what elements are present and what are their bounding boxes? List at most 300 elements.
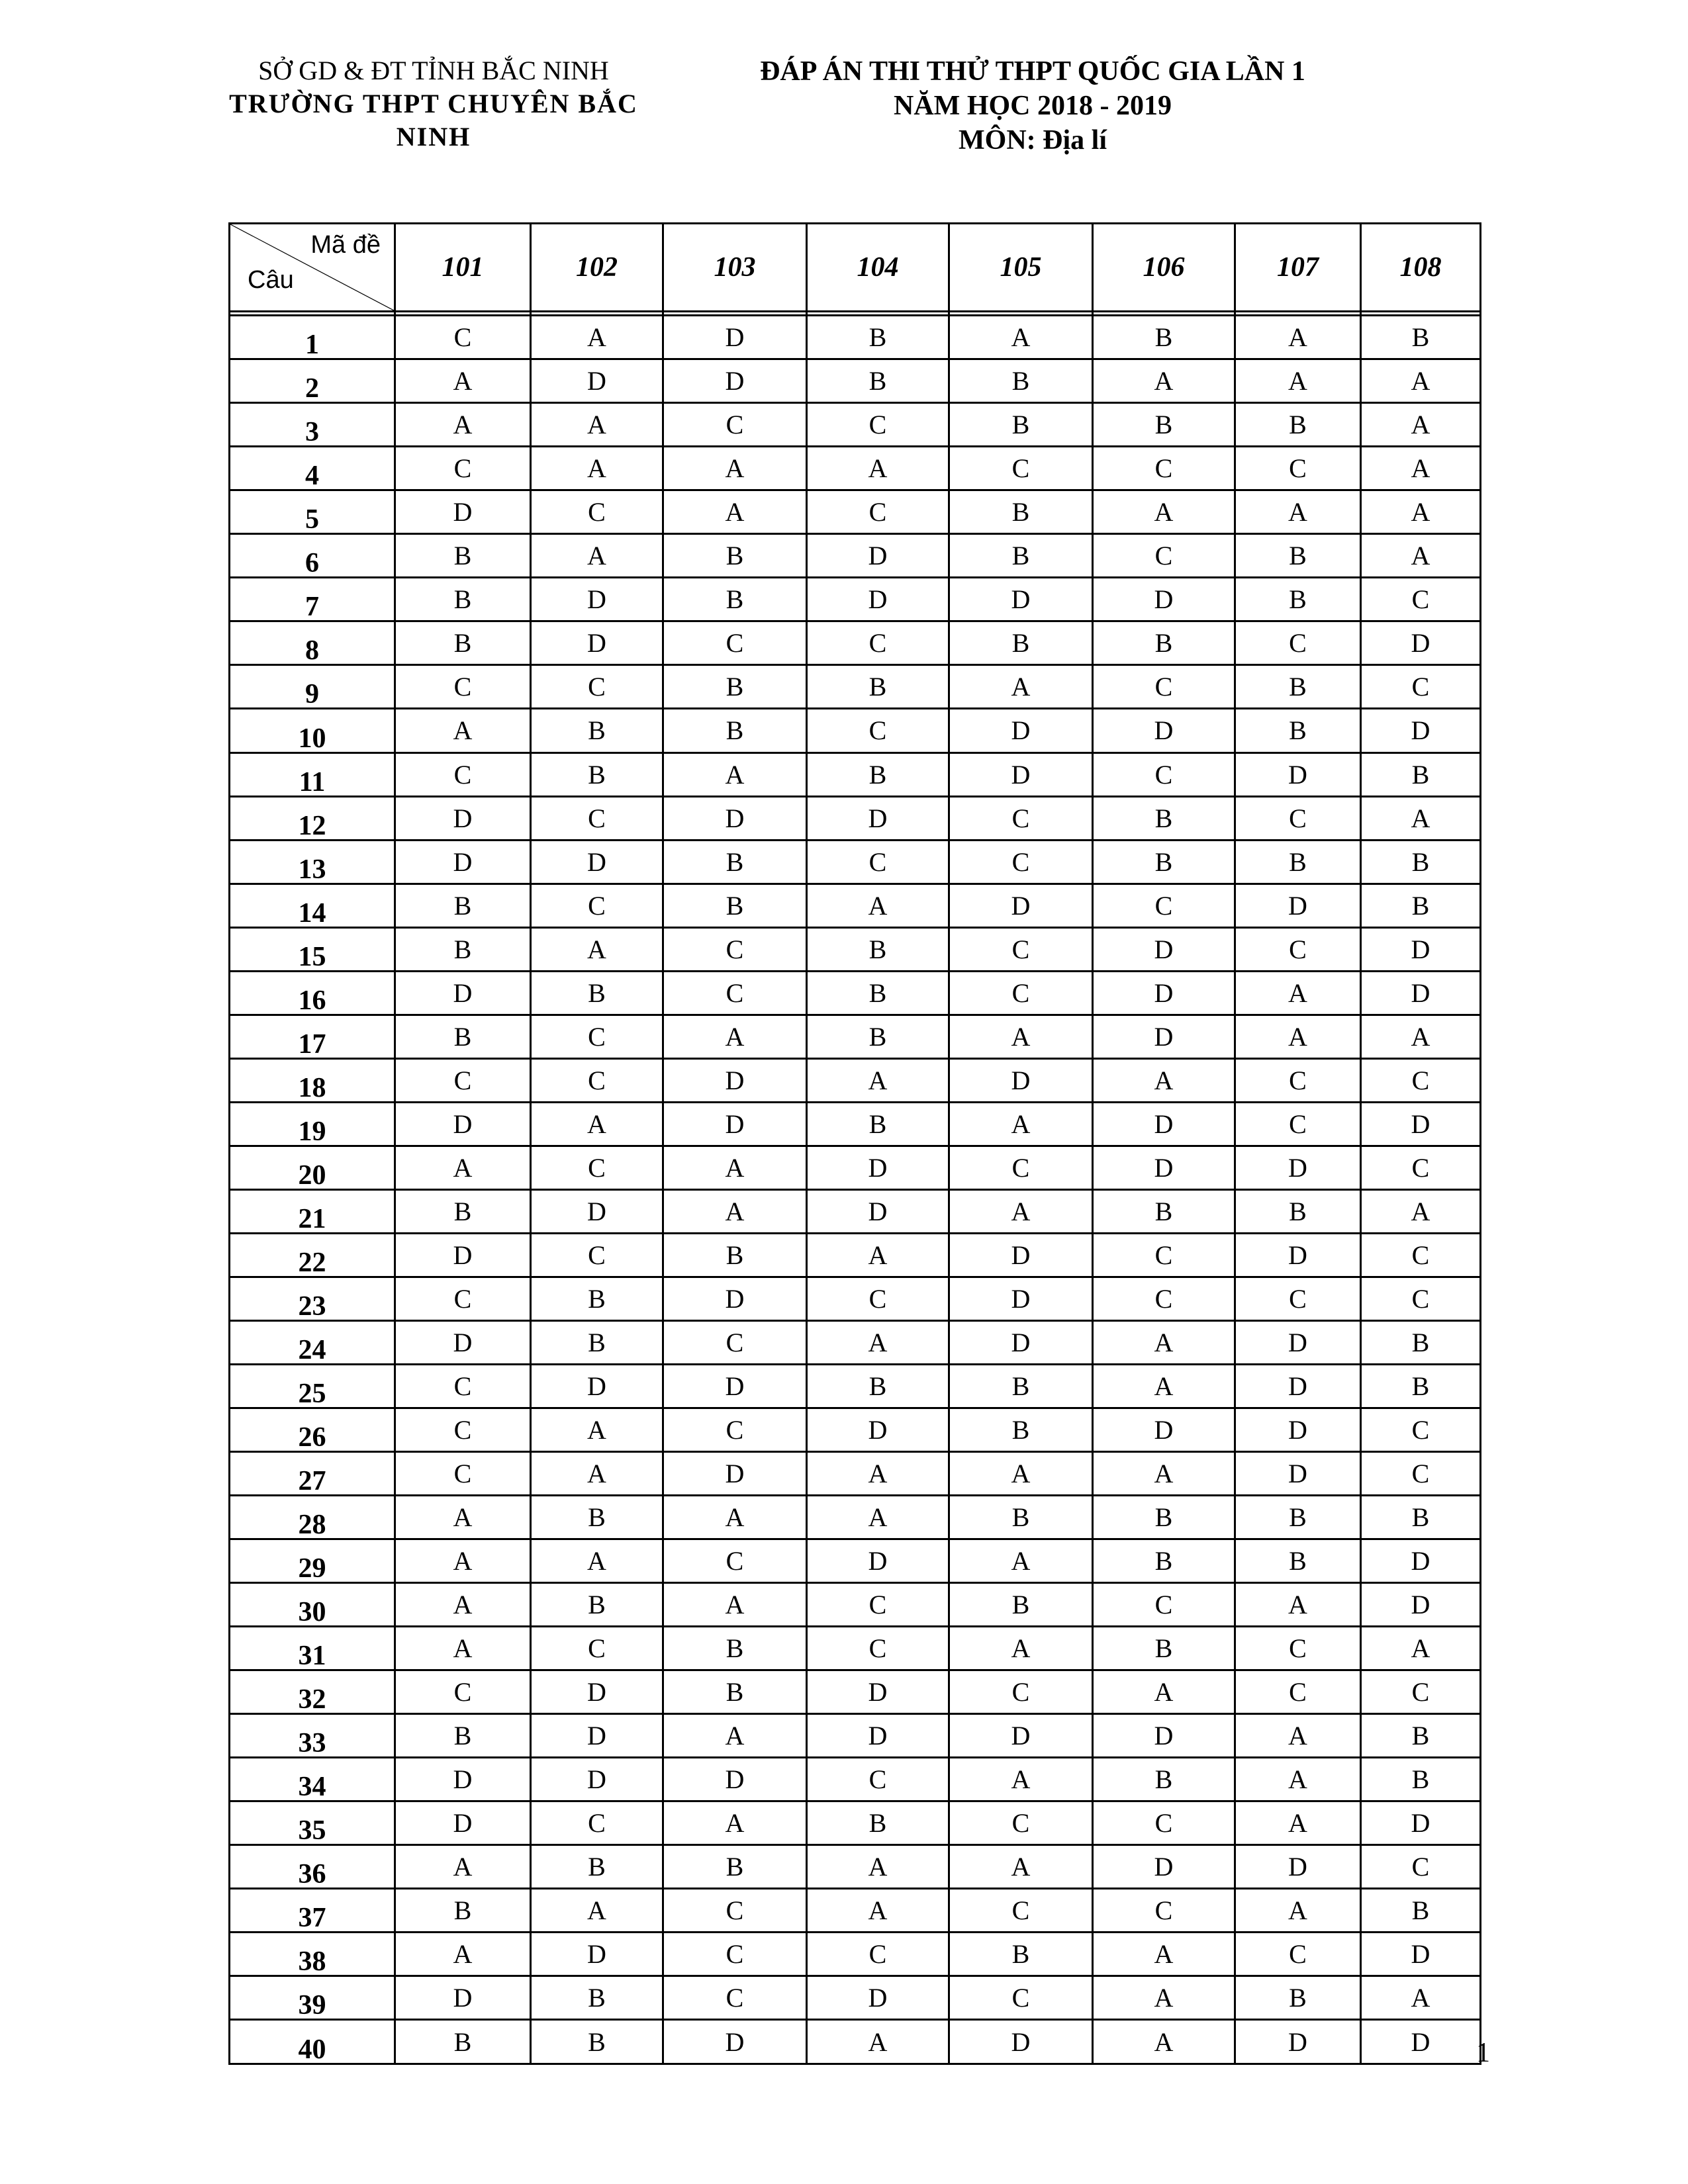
answer-cell: C xyxy=(395,1364,531,1408)
answer-cell: C xyxy=(1361,665,1481,709)
question-number: 11 xyxy=(230,752,395,796)
answer-cell: C xyxy=(663,927,807,971)
answer-cell: C xyxy=(1361,1233,1481,1277)
answer-cell: A xyxy=(807,1889,949,1933)
answer-cell: B xyxy=(1235,1539,1361,1583)
answer-cell: D xyxy=(395,1320,531,1364)
answer-cell: B xyxy=(1361,1364,1481,1408)
answer-cell: A xyxy=(395,709,531,752)
answer-cell: B xyxy=(807,316,949,359)
answer-cell: B xyxy=(1093,1627,1235,1670)
answer-cell: A xyxy=(1235,1714,1361,1758)
answer-cell: A xyxy=(1093,1976,1235,2020)
answer-cell: D xyxy=(395,1758,531,1801)
table-row xyxy=(230,1758,1481,1801)
answer-cell: C xyxy=(949,1976,1093,2020)
question-number: 34 xyxy=(230,1758,395,1801)
answer-cell: B xyxy=(395,927,531,971)
answer-cell: A xyxy=(949,1845,1093,1889)
code-header: 101 xyxy=(395,224,531,312)
answer-cell: D xyxy=(1235,1146,1361,1189)
answer-cell: D xyxy=(807,1539,949,1583)
answer-cell: B xyxy=(1235,709,1361,752)
answer-cell: D xyxy=(1235,1233,1361,1277)
answer-cell: D xyxy=(949,578,1093,621)
question-number: 15 xyxy=(230,927,395,971)
answer-cell: B xyxy=(395,2020,531,2064)
answer-cell: A xyxy=(1235,316,1361,359)
answer-cell: A xyxy=(531,1889,663,1933)
question-number: 3 xyxy=(230,403,395,447)
answer-cell: C xyxy=(531,796,663,840)
answer-cell: A xyxy=(1093,1452,1235,1496)
answer-cell: C xyxy=(1235,447,1361,490)
answer-cell: C xyxy=(531,665,663,709)
answer-cell: D xyxy=(807,1670,949,1714)
answer-cell: A xyxy=(531,534,663,578)
code-header: 107 xyxy=(1235,224,1361,312)
answer-cell: D xyxy=(949,1233,1093,1277)
answer-cell: C xyxy=(1093,1889,1235,1933)
table-row xyxy=(230,359,1481,403)
answer-cell: C xyxy=(807,1277,949,1320)
answer-cell: D xyxy=(395,1102,531,1146)
answer-cell: A xyxy=(1235,490,1361,534)
answer-cell: A xyxy=(807,1845,949,1889)
answer-cell: B xyxy=(807,971,949,1015)
answer-cell: D xyxy=(1361,1933,1481,1976)
answer-cell: C xyxy=(395,1277,531,1320)
answer-cell: A xyxy=(1093,1933,1235,1976)
answer-cell: B xyxy=(1093,316,1235,359)
code-header: 103 xyxy=(663,224,807,312)
answer-cell: D xyxy=(663,1058,807,1102)
answer-cell: C xyxy=(1361,1452,1481,1496)
answer-cell: C xyxy=(1361,1670,1481,1714)
table-row xyxy=(230,2020,1481,2064)
answer-cell: D xyxy=(395,796,531,840)
answer-cell: A xyxy=(395,1845,531,1889)
answer-cell: D xyxy=(1361,971,1481,1015)
table-row xyxy=(230,490,1481,534)
table-row xyxy=(230,1364,1481,1408)
answer-cell: C xyxy=(807,1758,949,1801)
code-header: 105 xyxy=(949,224,1093,312)
answer-cell: B xyxy=(395,621,531,665)
answer-cell: B xyxy=(1361,840,1481,884)
answer-cell: D xyxy=(395,1801,531,1845)
answer-cell: D xyxy=(807,1976,949,2020)
answer-cell: A xyxy=(949,1539,1093,1583)
question-number: 19 xyxy=(230,1102,395,1146)
answer-cell: C xyxy=(1093,1277,1235,1320)
school-year: NĂM HỌC 2018 - 2019 xyxy=(894,91,1172,121)
answer-cell: B xyxy=(807,1801,949,1845)
answer-cell: D xyxy=(949,709,1093,752)
answer-cell: C xyxy=(1093,534,1235,578)
answer-cell: D xyxy=(1235,1364,1361,1408)
answer-cell: C xyxy=(531,1233,663,1277)
answer-cell: A xyxy=(807,1058,949,1102)
question-number: 10 xyxy=(230,709,395,752)
answer-cell: B xyxy=(807,359,949,403)
answer-cell: A xyxy=(1361,490,1481,534)
answer-cell: B xyxy=(949,621,1093,665)
answer-cell: C xyxy=(807,403,949,447)
answer-cell: D xyxy=(1361,2020,1481,2064)
answer-cell: B xyxy=(1093,1189,1235,1233)
answer-cell: A xyxy=(1361,1189,1481,1233)
answer-cell: B xyxy=(531,1845,663,1889)
header-left xyxy=(218,54,649,154)
question-number: 29 xyxy=(230,1539,395,1583)
answer-cell: C xyxy=(395,316,531,359)
answer-cell: B xyxy=(1235,403,1361,447)
answer-cell: B xyxy=(395,1714,531,1758)
answer-cell: B xyxy=(949,359,1093,403)
answer-cell: D xyxy=(531,578,663,621)
answer-cell: B xyxy=(1361,752,1481,796)
answer-cell: D xyxy=(531,840,663,884)
answer-cell: A xyxy=(663,490,807,534)
answer-cell: D xyxy=(395,490,531,534)
question-number: 23 xyxy=(230,1277,395,1320)
answer-cell: D xyxy=(807,534,949,578)
answer-cell: B xyxy=(1235,1189,1361,1233)
answer-cell: D xyxy=(531,1364,663,1408)
question-number: 20 xyxy=(230,1146,395,1189)
answer-cell: B xyxy=(1235,840,1361,884)
question-number: 28 xyxy=(230,1496,395,1539)
answer-cell: B xyxy=(531,1583,663,1627)
answer-cell: B xyxy=(531,971,663,1015)
code-header: 102 xyxy=(531,224,663,312)
answer-cell: B xyxy=(531,1496,663,1539)
answer-cell: C xyxy=(1235,1058,1361,1102)
answer-cell: C xyxy=(395,447,531,490)
answer-cell: D xyxy=(1361,1102,1481,1146)
answer-cell: D xyxy=(1093,1015,1235,1058)
answer-cell: D xyxy=(807,796,949,840)
question-number: 16 xyxy=(230,971,395,1015)
answer-cell: A xyxy=(949,1758,1093,1801)
question-number: 26 xyxy=(230,1408,395,1451)
answer-cell: A xyxy=(949,665,1093,709)
table-row xyxy=(230,1408,1481,1451)
table-row xyxy=(230,1583,1481,1627)
answer-cell: C xyxy=(395,1408,531,1451)
table-row xyxy=(230,1670,1481,1714)
table-row xyxy=(230,1933,1481,1976)
answer-cell: A xyxy=(663,447,807,490)
question-number: 4 xyxy=(230,447,395,490)
answer-cell: D xyxy=(531,1933,663,1976)
question-number: 31 xyxy=(230,1627,395,1670)
table-row xyxy=(230,1189,1481,1233)
answer-cell: B xyxy=(1361,1758,1481,1801)
answer-cell: A xyxy=(1361,534,1481,578)
answer-cell: D xyxy=(1235,2020,1361,2064)
answer-cell: A xyxy=(807,2020,949,2064)
answer-cell: A xyxy=(395,1539,531,1583)
answer-cell: A xyxy=(1093,1058,1235,1102)
answer-cell: C xyxy=(807,840,949,884)
answer-cell: A xyxy=(531,927,663,971)
answer-cell: B xyxy=(807,1015,949,1058)
answer-cell: B xyxy=(663,578,807,621)
answer-cell: B xyxy=(1361,1496,1481,1539)
answer-cell: C xyxy=(1361,1408,1481,1451)
question-number: 8 xyxy=(230,621,395,665)
answer-cell: C xyxy=(1235,1627,1361,1670)
answer-cell: B xyxy=(531,1976,663,2020)
answer-cell: D xyxy=(807,1714,949,1758)
answer-cell: D xyxy=(1093,1102,1235,1146)
answer-cell: C xyxy=(1235,621,1361,665)
table-row xyxy=(230,752,1481,796)
answer-cell: A xyxy=(1361,796,1481,840)
answer-cell: B xyxy=(1235,1976,1361,2020)
answer-cell: D xyxy=(663,316,807,359)
answer-cell: B xyxy=(663,1845,807,1889)
answer-cell: D xyxy=(807,1146,949,1189)
answer-cell: C xyxy=(663,1539,807,1583)
answer-cell: C xyxy=(663,971,807,1015)
answer-cell: B xyxy=(663,1627,807,1670)
table-row xyxy=(230,1496,1481,1539)
question-number: 9 xyxy=(230,665,395,709)
answer-cell: D xyxy=(949,884,1093,927)
subject: MÔN: Địa lí xyxy=(959,125,1107,156)
question-number: 22 xyxy=(230,1233,395,1277)
answer-cell: B xyxy=(1093,1539,1235,1583)
table-row xyxy=(230,1277,1481,1320)
answer-cell: A xyxy=(531,403,663,447)
answer-cell: D xyxy=(531,1758,663,1801)
answer-cell: D xyxy=(663,1758,807,1801)
answer-cell: C xyxy=(531,1058,663,1102)
answer-cell: D xyxy=(1235,1320,1361,1364)
answer-cell: A xyxy=(807,1320,949,1364)
table-row xyxy=(230,1627,1481,1670)
answer-cell: C xyxy=(1361,578,1481,621)
answer-cell: A xyxy=(663,1189,807,1233)
answer-cell: A xyxy=(807,1496,949,1539)
answer-cell: B xyxy=(531,1320,663,1364)
answer-cell: B xyxy=(1235,1496,1361,1539)
answer-cell: C xyxy=(1235,1670,1361,1714)
corner-cell xyxy=(230,224,395,312)
answer-cell: B xyxy=(1361,1714,1481,1758)
answer-cell: C xyxy=(807,621,949,665)
answer-cell: A xyxy=(531,1408,663,1451)
answer-cell: A xyxy=(949,1189,1093,1233)
answer-cell: D xyxy=(1093,709,1235,752)
answer-cell: D xyxy=(1235,884,1361,927)
answer-cell: D xyxy=(1093,1146,1235,1189)
answer-cell: D xyxy=(1235,1408,1361,1451)
question-number: 40 xyxy=(230,2020,395,2064)
answer-cell: B xyxy=(1093,1758,1235,1801)
answer-cell: A xyxy=(949,1627,1093,1670)
answer-cell: D xyxy=(807,1189,949,1233)
answer-cell: B xyxy=(807,665,949,709)
answer-cell: D xyxy=(531,359,663,403)
answer-cell: B xyxy=(1093,840,1235,884)
header-row xyxy=(230,224,1481,312)
answer-cell: B xyxy=(949,403,1093,447)
answer-cell: A xyxy=(1093,2020,1235,2064)
answer-cell: B xyxy=(395,1889,531,1933)
header-right xyxy=(728,54,1337,158)
question-number: 14 xyxy=(230,884,395,927)
table-row xyxy=(230,1452,1481,1496)
answer-cell: C xyxy=(1093,884,1235,927)
answer-cell: A xyxy=(395,359,531,403)
question-number: 17 xyxy=(230,1015,395,1058)
answer-cell: C xyxy=(1361,1058,1481,1102)
answer-cell: A xyxy=(395,1583,531,1627)
answer-cell: A xyxy=(1361,359,1481,403)
answer-cell: A xyxy=(1235,1889,1361,1933)
answer-cell: C xyxy=(1093,1233,1235,1277)
answer-cell: A xyxy=(1235,359,1361,403)
answer-cell: C xyxy=(949,796,1093,840)
answer-cell: A xyxy=(949,316,1093,359)
answer-cell: C xyxy=(1235,1933,1361,1976)
answer-cell: B xyxy=(395,1189,531,1233)
question-number: 1 xyxy=(230,316,395,359)
answer-cell: B xyxy=(663,884,807,927)
answer-cell: C xyxy=(949,1801,1093,1845)
answer-cell: B xyxy=(949,1933,1093,1976)
answer-cell: D xyxy=(663,1102,807,1146)
answer-cell: C xyxy=(1361,1845,1481,1889)
question-number: 27 xyxy=(230,1452,395,1496)
answer-cell: C xyxy=(663,621,807,665)
answer-cell: D xyxy=(531,1189,663,1233)
question-number: 38 xyxy=(230,1933,395,1976)
table-row xyxy=(230,1102,1481,1146)
answer-cell: B xyxy=(1093,403,1235,447)
answer-cell: D xyxy=(663,359,807,403)
answer-cell: B xyxy=(531,1277,663,1320)
question-number: 12 xyxy=(230,796,395,840)
table-row xyxy=(230,578,1481,621)
table-row xyxy=(230,1146,1481,1189)
answer-cell: C xyxy=(1093,1801,1235,1845)
answer-cell: C xyxy=(807,1627,949,1670)
answer-cell: C xyxy=(395,752,531,796)
answer-cell: A xyxy=(531,1452,663,1496)
code-header: 104 xyxy=(807,224,949,312)
answer-cell: C xyxy=(395,1670,531,1714)
code-header: 108 xyxy=(1361,224,1481,312)
answer-cell: C xyxy=(531,1146,663,1189)
corner-label-code: Mã đề xyxy=(310,231,381,259)
answer-cell: C xyxy=(395,665,531,709)
answer-cell: D xyxy=(949,1320,1093,1364)
answer-cell: A xyxy=(531,316,663,359)
answer-cell: D xyxy=(1235,1452,1361,1496)
answer-cell: D xyxy=(395,1233,531,1277)
answer-cell: C xyxy=(1361,1146,1481,1189)
question-number: 25 xyxy=(230,1364,395,1408)
table-row xyxy=(230,1801,1481,1845)
answer-cell: A xyxy=(1361,1627,1481,1670)
question-number: 18 xyxy=(230,1058,395,1102)
table-row xyxy=(230,1320,1481,1364)
answer-cell: C xyxy=(1235,1102,1361,1146)
answer-cell: D xyxy=(949,1714,1093,1758)
table-row xyxy=(230,927,1481,971)
answer-cell: B xyxy=(663,709,807,752)
answer-cell: D xyxy=(1361,1539,1481,1583)
answer-cell: B xyxy=(949,534,1093,578)
answer-cell: B xyxy=(531,2020,663,2064)
document-title: ĐÁP ÁN THI THỬ THPT QUỐC GIA LẦN 1 xyxy=(760,56,1305,87)
answer-cell: A xyxy=(663,1801,807,1845)
answer-cell: C xyxy=(807,490,949,534)
answer-cell: B xyxy=(1235,578,1361,621)
answer-cell: A xyxy=(949,1102,1093,1146)
answer-cell: A xyxy=(531,447,663,490)
answer-cell: C xyxy=(1093,447,1235,490)
answer-cell: D xyxy=(1361,1801,1481,1845)
answer-cell: D xyxy=(1235,1845,1361,1889)
answer-table xyxy=(228,222,1481,2065)
answer-cell: D xyxy=(663,796,807,840)
question-number: 5 xyxy=(230,490,395,534)
answer-cell: C xyxy=(1093,752,1235,796)
answer-cell: D xyxy=(395,971,531,1015)
school-name-line2: NINH xyxy=(396,122,471,152)
answer-cell: D xyxy=(949,1058,1093,1102)
answer-cell: C xyxy=(663,1320,807,1364)
table-row xyxy=(230,665,1481,709)
table-row xyxy=(230,796,1481,840)
answer-cell: D xyxy=(1093,1845,1235,1889)
answer-cell: B xyxy=(663,534,807,578)
page-number: 1 xyxy=(1476,2038,1490,2068)
answer-cell: A xyxy=(663,1146,807,1189)
answer-cell: C xyxy=(807,709,949,752)
answer-cell: A xyxy=(663,1714,807,1758)
answer-cell: A xyxy=(663,1496,807,1539)
table-row xyxy=(230,1845,1481,1889)
answer-cell: C xyxy=(1235,927,1361,971)
answer-cell: C xyxy=(663,1976,807,2020)
answer-cell: D xyxy=(949,1277,1093,1320)
table-row xyxy=(230,840,1481,884)
table-row xyxy=(230,621,1481,665)
answer-cell: D xyxy=(1093,1408,1235,1451)
answer-cell: D xyxy=(663,1277,807,1320)
answer-cell: A xyxy=(1235,1015,1361,1058)
answer-cell: A xyxy=(1361,403,1481,447)
answer-cell: D xyxy=(531,1714,663,1758)
corner-label-question: Câu xyxy=(248,266,294,295)
answer-cell: C xyxy=(1235,796,1361,840)
answer-cell: D xyxy=(531,1670,663,1714)
table-row xyxy=(230,1889,1481,1933)
answer-cell: C xyxy=(1093,665,1235,709)
answer-cell: B xyxy=(395,1015,531,1058)
answer-cell: B xyxy=(1093,796,1235,840)
answer-cell: C xyxy=(663,1889,807,1933)
answer-cell: B xyxy=(949,490,1093,534)
answer-cell: A xyxy=(1093,490,1235,534)
